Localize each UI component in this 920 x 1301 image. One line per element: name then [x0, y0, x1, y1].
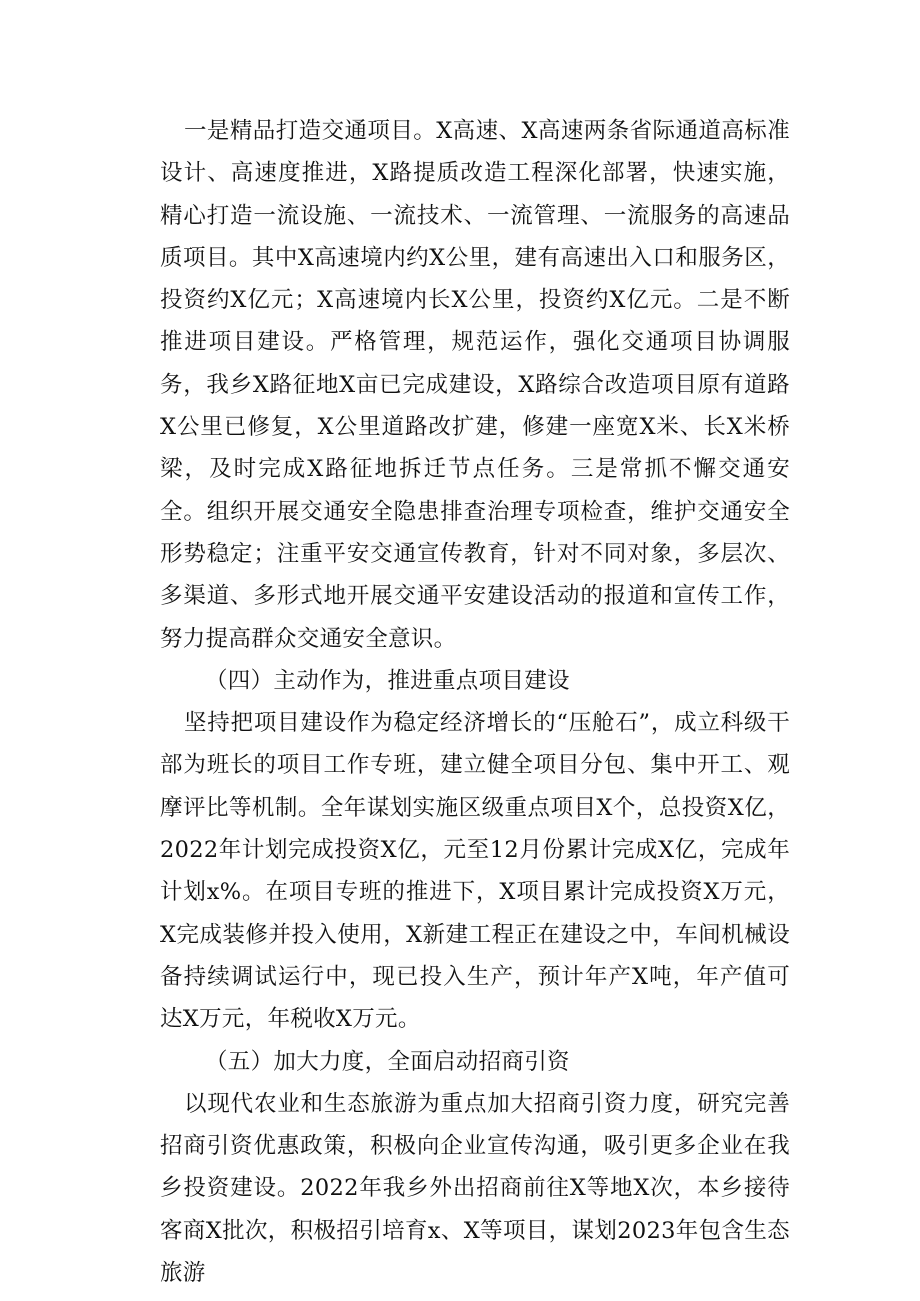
paragraph-investment-attraction: 以现代农业和生态旅游为重点加大招商引资力度，研究完善招商引资优惠政策，积极向企业宣传沟通，吸引更多企业在我乡投资建设。2022年我乡外出招商前往X等地X次，本乡接待客商X批次，积极招引培育x、X等项目，谋划2023年包含生态旅游 — [160, 1090, 790, 1287]
paragraph-key-projects: 坚持把项目建设作为稳定经济增长的“压舱石”，成立科级干部为班长的项目工作专班，建立健全项目分包、集中开工、观摩评比等机制。全年谋划实施区级重点项目X个，总投资X亿，2022年计划完成投资X亿，元至12月份累计完成X亿，完成年计划x%。在项目专班的推进下，X项目累计完成投资X万元，X完成装修并投入使用，X新建工程正在建设之中，车间机械设备持续调试运行中，现已投入生产，预计年产X吨，年产值可达X万元，年税收X万元。 — [160, 710, 790, 1033]
document-body — [160, 110, 790, 1294]
paragraph-transport-projects: 一是精品打造交通项目。X高速、X高速两条省际通道高标准设计、高速度推进，X路提质改造工程深化部署，快速实施，精心打造一流设施、一流技术、一流管理、一流服务的高速品质项目。其中X高速境内约X公里，建有高速出入口和服务区，投资约X亿元；X高速境内长X公里，投资约X亿元。二是不断推进项目建设。严格管理，规范运作，强化交通项目协调服务，我乡X路征地X亩已完成建设，X路综合改造项目原有道路X公里已修复，X公里道路改扩建，修建一座宽X米、长X米桥梁，及时完成X路征地拆迁节点任务。三是常抓不懈交通安全。组织开展交通安全隐患排查治理专项检查，维护交通安全形势稳定；注重平安交通宣传教育，针对不同对象，多层次、多渠道、多形式地开展交通平安建设活动的报道和宣传工作，努力提高群众交通安全意识。 — [160, 118, 790, 652]
section-heading-investment-attraction: （五）加大力度，全面启动招商引资 — [205, 1048, 570, 1075]
section-heading-key-projects: （四）主动作为，推进重点项目建设 — [205, 667, 570, 694]
